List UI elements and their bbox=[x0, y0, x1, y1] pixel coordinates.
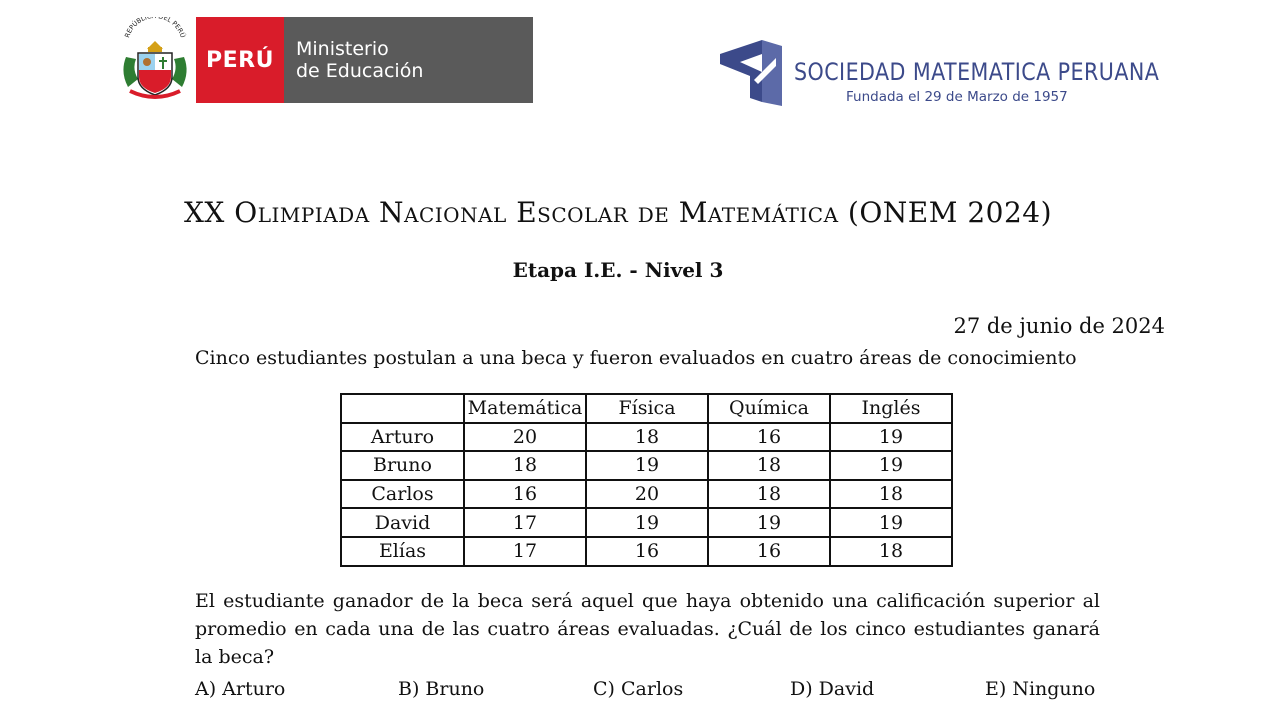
table-header-cell: Matemática bbox=[464, 394, 586, 423]
score-cell: 18 bbox=[708, 451, 830, 480]
seal-text: REPÚBLI EL PERÚ bbox=[123, 17, 187, 39]
page-title: XX Olimpiada Nacional Escolar de Matemática (ONEM 2024) bbox=[183, 196, 1053, 229]
society-subtitle: Fundada el 29 de Marzo de 1957 bbox=[846, 89, 1068, 105]
student-name-cell: Elías bbox=[341, 537, 464, 566]
ministry-name bbox=[284, 17, 533, 103]
score-cell: 18 bbox=[830, 480, 952, 509]
peru-label: PERÚ bbox=[196, 17, 284, 103]
score-cell: 18 bbox=[586, 423, 708, 452]
score-cell: 18 bbox=[464, 451, 586, 480]
score-cell: 19 bbox=[830, 508, 952, 537]
problem-question: El estudiante ganador de la beca será aquel que haya obtenido una calificación superior al promedio en cada una de las cuatro áreas evaluadas. ¿Cuál de los cinco estudiantes ganará la beca? bbox=[195, 590, 1100, 668]
table-header-cell: Inglés bbox=[830, 394, 952, 423]
student-name-cell: Arturo bbox=[341, 423, 464, 452]
score-cell: 18 bbox=[830, 537, 952, 566]
score-cell: 19 bbox=[586, 451, 708, 480]
student-name-cell: Bruno bbox=[341, 451, 464, 480]
ministry-line-1: Ministerio bbox=[296, 38, 389, 60]
score-cell: 16 bbox=[586, 537, 708, 566]
problem-intro: Cinco estudiantes postulan a una beca y fueron evaluados en cuatro áreas de conocimiento bbox=[195, 347, 1077, 369]
score-cell: 16 bbox=[708, 537, 830, 566]
scores-table bbox=[340, 393, 953, 567]
score-cell: 19 bbox=[830, 423, 952, 452]
table-header-row bbox=[341, 394, 952, 423]
answer-options bbox=[195, 678, 1100, 706]
table-row bbox=[341, 423, 952, 452]
option-a: A) Arturo bbox=[195, 678, 286, 700]
score-cell: 19 bbox=[708, 508, 830, 537]
smp-emblem-icon bbox=[718, 36, 784, 106]
table-header-cell: Química bbox=[708, 394, 830, 423]
option-d: D) David bbox=[790, 678, 875, 700]
ministry-line-2: de Educación bbox=[296, 60, 424, 82]
table-row bbox=[341, 537, 952, 566]
table-header-cell: Física bbox=[586, 394, 708, 423]
score-cell: 16 bbox=[464, 480, 586, 509]
score-cell: 17 bbox=[464, 508, 586, 537]
smp-logo bbox=[718, 36, 1160, 108]
option-e: E) Ninguno bbox=[985, 678, 1096, 700]
option-b: B) Bruno bbox=[398, 678, 485, 700]
page-subtitle: Etapa I.E. - Nivel 3 bbox=[512, 258, 724, 282]
table-row bbox=[341, 451, 952, 480]
minedu-logo bbox=[118, 17, 533, 103]
table-row bbox=[341, 480, 952, 509]
coat-of-arms-icon bbox=[118, 17, 192, 103]
score-cell: 18 bbox=[708, 480, 830, 509]
score-cell: 16 bbox=[708, 423, 830, 452]
option-c: C) Carlos bbox=[593, 678, 684, 700]
score-cell: 20 bbox=[464, 423, 586, 452]
score-cell: 17 bbox=[464, 537, 586, 566]
score-cell: 19 bbox=[830, 451, 952, 480]
score-cell: 19 bbox=[586, 508, 708, 537]
table-header-cell bbox=[341, 394, 464, 423]
society-name: SOCIEDAD MATEMATICA PERUANA bbox=[794, 58, 1160, 86]
score-cell: 20 bbox=[586, 480, 708, 509]
table-row bbox=[341, 508, 952, 537]
student-name-cell: Carlos bbox=[341, 480, 464, 509]
exam-date: 27 de junio de 2024 bbox=[953, 314, 1165, 338]
student-name-cell: David bbox=[341, 508, 464, 537]
svg-text:REPÚBLICA DEL PERÚ bbox=[123, 17, 188, 39]
